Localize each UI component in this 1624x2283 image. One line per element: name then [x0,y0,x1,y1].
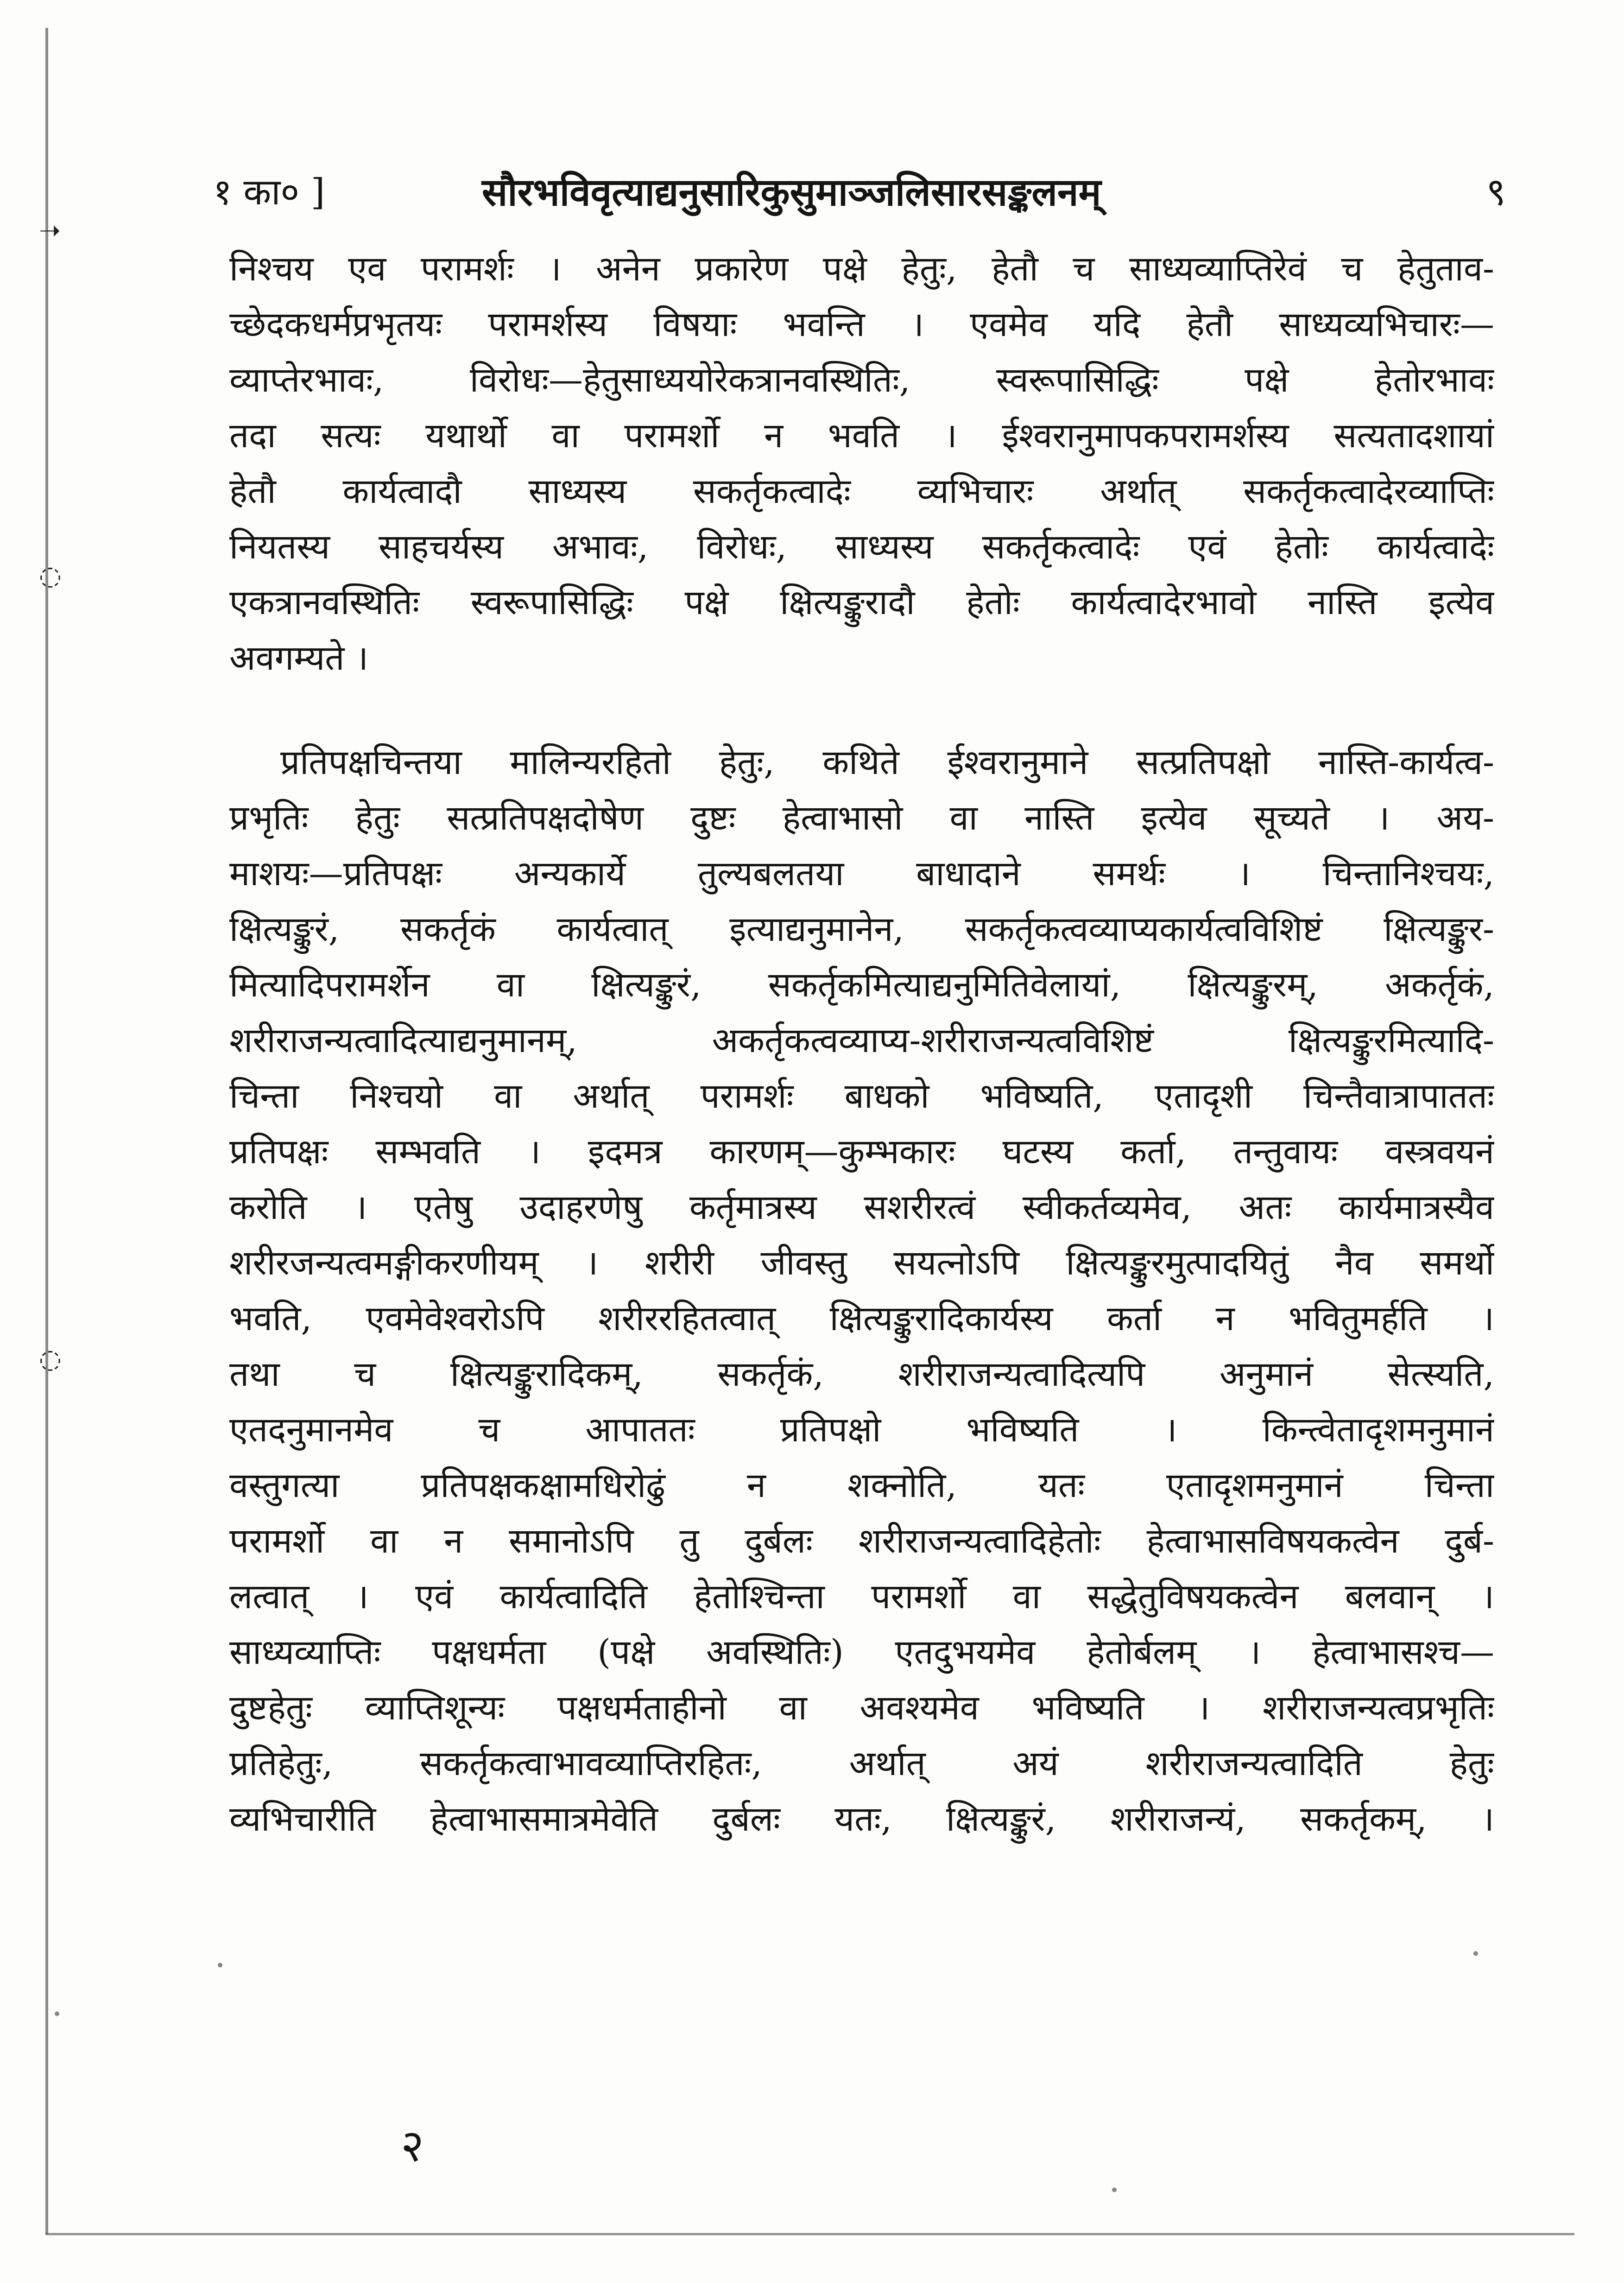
text-line: साध्यव्याप्तिः पक्षधर्मता (पक्षे अवस्थितिः) एतदुभयमेव हेतोर्बलम् । हेत्वाभासश्च— [229,1632,1494,1672]
text-line: लत्वात् । एवं कार्यत्वादिति हेतोश्चिन्ता परामर्शो वा सद्धेतुविषयकत्वेन बलवान् । [229,1577,1494,1617]
scan-speck [55,2011,59,2016]
text-line: व्याप्तेरभावः, विरोधः—हेतुसाध्ययोरेकत्रानवस्थितिः, स्वरूपासिद्धिः पक्षे हेतोरभावः [229,360,1494,400]
scan-speck [218,1963,222,1967]
page-bottom-edge [45,2233,1574,2235]
text-line: प्रतिपक्षः सम्भवति । इदमत्र कारणम्—कुम्भकारः घटस्य कर्ता, तन्तुवायः वस्त्रवयनं [229,1132,1494,1172]
text-line: अवगम्यते । [229,638,369,678]
scan-speck [1112,2188,1117,2192]
text-line: निश्चय एव परामर्शः । अनेन प्रकारेण पक्षे हेतुः, हेतौ च साध्यव्याप्तिरेवं च हेतुताव- [229,249,1494,289]
running-header [213,165,1506,220]
paragraph-2 [229,735,1494,1847]
text-line: माशयः—प्रतिपक्षः अन्यकार्ये तुल्यबलतया बाधादाने समर्थः । चिन्तानिश्चयः, [229,854,1494,894]
text-line: शरीराजन्यत्वादित्याद्यनुमानम्, अकर्तृकत्वव्याप्य-शरीराजन्यत्वविशिष्टं क्षित्यङ्कुरमित्यादि- [229,1021,1494,1060]
binding-margin-line [45,28,48,2234]
margin-hole-mark-icon: ◌ [39,1344,62,1374]
text-line: एकत्रानवस्थितिः स्वरूपासिद्धिः पक्षे क्षित्यङ्कुरादौ हेतोः कार्यत्वादेरभावो नास्ति इत्येव [229,583,1494,622]
text-line: हेतौ कार्यत्वादौ साध्यस्य सकर्तृकत्वादेः व्यभिचारः अर्थात् सकर्तृकत्वादेरव्याप्तिः [229,471,1494,511]
text-line: चिन्ता निश्चयो वा अर्थात् परामर्शः बाधको भविष्यति, एतादृशी चिन्तैवात्रापाततः [229,1076,1494,1116]
text-line: व्यभिचारीति हेत्वाभासमात्रमेवेति दुर्बलः यतः, क्षित्यङ्कुरं, शरीराजन्यं, सकर्तृकम्, । [229,1799,1494,1839]
margin-arrow-mark-icon: ➝ [39,216,61,246]
text-line: च्छेदकधर्मप्रभृतयः परामर्शस्य विषयाः भवन्ति । एवमेव यदि हेतौ साध्यव्यभिचारः— [229,304,1494,344]
text-line: प्रतिपक्षचिन्तया मालिन्यरहितो हेतुः, कथिते ईश्वरानुमाने सत्प्रतिपक्षो नास्ति-कार्यत्व- [280,742,1494,782]
text-line: प्रतिहेतुः, सकर्तृकत्वाभावव्याप्तिरहितः, अर्थात् अयं शरीराजन्यत्वादिति हेतुः [229,1744,1494,1783]
scan-speck [1473,1951,1478,1956]
page-number: ९ [1486,170,1506,214]
text-line: क्षित्यङ्कुरं, सकर्तृकं कार्यत्वात् इत्याद्यनुमानेन, सकर्तृकत्वव्याप्यकार्यत्वविशिष्टं क्षित्यङ्कुर- [229,909,1494,949]
text-line: तदा सत्यः यथार्थो वा परामर्शो न भवति । ईश्वरानुमापकपरामर्शस्य सत्यतादशायां [229,416,1494,456]
text-line: वस्तुगत्या प्रतिपक्षकक्षामधिरोढुं न शक्नोति, यतः एतादृशमनुमानं चिन्ता [229,1465,1494,1505]
body-text [229,241,1494,1847]
text-line: भवति, एवमेवेश्वरोऽपि शरीररहितत्वात् क्षित्यङ्कुरादिकार्यस्य कर्ता न भवितुमर्हति । [229,1299,1494,1338]
section-reference: १ का० ] [213,171,325,213]
text-line: करोति । एतेषु उदाहरणेषु कर्तृमात्रस्य सशरीरत्वं स्वीकर्तव्यमेव, अतः कार्यमात्रस्यैव [229,1187,1494,1227]
text-line: नियतस्य साहचर्यस्य अभावः, विरोधः, साध्यस्य सकर्तृकत्वादेः एवं हेतोः कार्यत्वादेः [229,527,1494,567]
text-line: एतदनुमानमेव च आपाततः प्रतिपक्षो भविष्यति । किन्त्वेतादृशमनुमानं [229,1410,1494,1450]
page-title: सौरभविवृत्याद्यनुसारिकुसुमाञ्जलिसारसङ्कलनम् [482,170,1101,215]
text-line: तथा च क्षित्यङ्कुरादिकम्, सकर्तृकं, शरीराजन्यत्वादित्यपि अनुमानं सेत्स्यति, [229,1354,1494,1394]
text-line: शरीरजन्यत्वमङ्गीकरणीयम् । शरीरी जीवस्तु सयत्नोऽपि क्षित्यङ्कुरमुत्पादयितुं नैव समर्थो [229,1243,1494,1283]
text-line: प्रभृतिः हेतुः सत्प्रतिपक्षदोषेण दुष्टः हेत्वाभासो वा नास्ति इत्येव सूच्यते । अय- [229,798,1494,838]
text-line: दुष्टहेतुः व्याप्तिशून्यः पक्षधर्मताहीनो वा अवश्यमेव भविष्यति । शरीराजन्यत्वप्रभृतिः [229,1688,1494,1728]
paragraph-1 [229,241,1494,686]
margin-hole-mark-icon: ◌ [39,561,62,591]
text-line: मित्यादिपरामर्शेन वा क्षित्यङ्कुरं, सकर्तृकमित्याद्यनुमितिवेलायां, क्षित्यङ्कुरम्, अकर्तृकं, [229,965,1494,1005]
paragraph-gap [229,686,1494,735]
signature-mark: २ [401,2120,424,2172]
text-line: परामर्शो वा न समानोऽपि तु दुर्बलः शरीराजन्यत्वादिहेतोः हेत्वाभासविषयकत्वेन दुर्ब- [229,1521,1494,1561]
